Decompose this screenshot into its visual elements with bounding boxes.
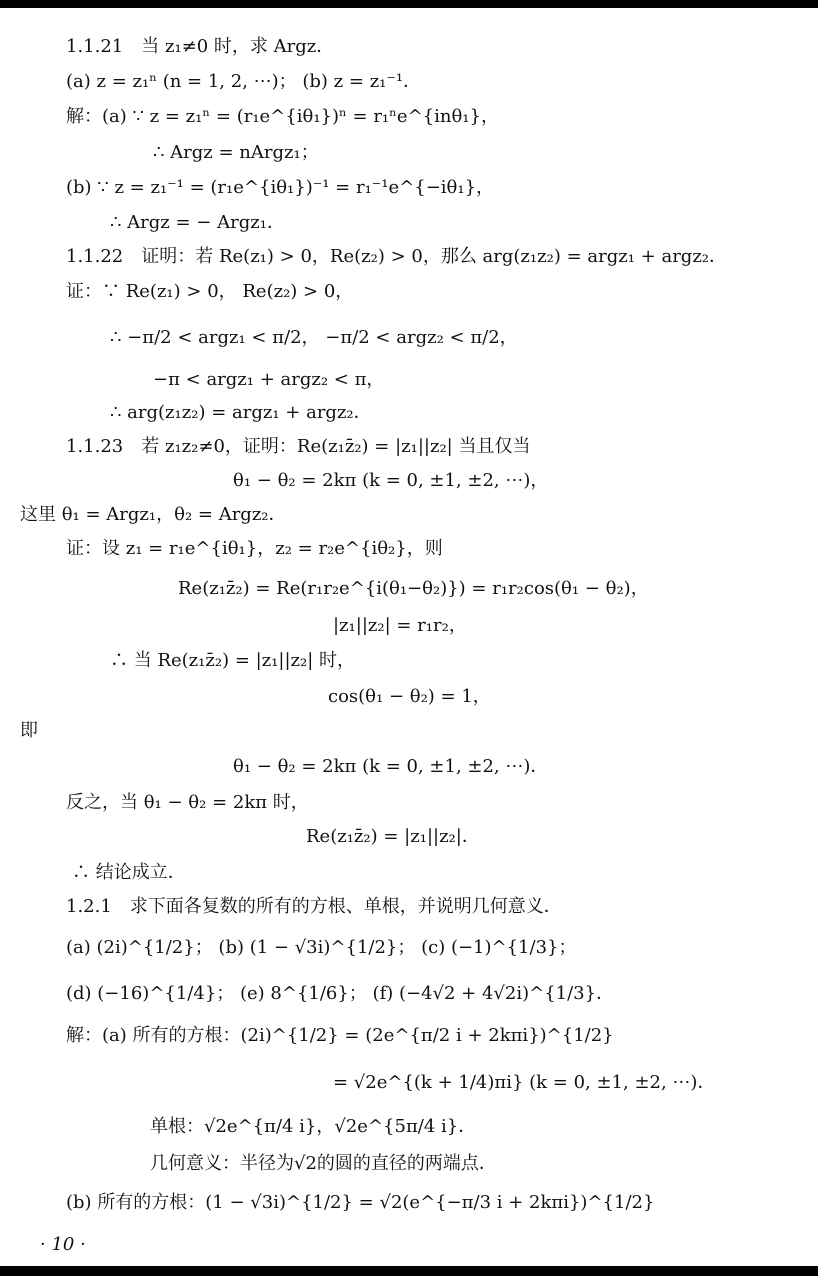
proof-1-1-23-converse: 反之，当 θ₁ − θ₂ = 2kπ 时， (66, 792, 309, 813)
problem-1-2-1-parts-abc: (a) (2i)^{1/2}； (b) (1 − √3i)^{1/2}； (c) (−1)^{1/3}； (66, 937, 577, 958)
problem-1-1-23-condition: θ₁ − θ₂ = 2kπ (k = 0, ±1, ±2, ⋯)， (233, 470, 549, 491)
top-border (0, 0, 818, 8)
proof-1-1-23-modulus: |z₁||z₂| = r₁r₂， (333, 615, 467, 636)
proof-1-1-23-when: ∴ 当 Re(z₁z̄₂) = |z₁||z₂| 时， (110, 650, 355, 671)
solution-1-2-1-a-principal: 单根：√2e^{π/4 i}，√2e^{5π/4 i}． (150, 1116, 477, 1137)
problem-1-1-23: 1.1.23 若 z₁z₂≠0，证明：Re(z₁z̄₂) = |z₁||z₂| 当且仅当 (66, 436, 531, 457)
solution-1-2-1-b: (b) 所有的方根：(1 − √3i)^{1/2} = √2(e^{−π/3 i + 2kπi})^{1/2} (66, 1192, 655, 1213)
problem-1-2-1: 1.2.1 求下面各复数的所有的方根、单根，并说明几何意义． (66, 896, 562, 917)
proof-1-1-23-converse-result: Re(z₁z̄₂) = |z₁||z₂|． (306, 826, 480, 847)
solution-a-result: ∴ Argz = nArgz₁； (153, 142, 319, 163)
problem-1-2-1-parts-def: (d) (−16)^{1/4}； (e) 8^{1/6}； (f) (−4√2 + 4√2i)^{1/3}． (66, 983, 615, 1004)
problem-1-1-21-parts: (a) z = z₁ⁿ (n = 1, 2, ⋯)； (b) z = z₁⁻¹． (66, 71, 422, 92)
proof-1-1-23-theta: θ₁ − θ₂ = 2kπ (k = 0, ±1, ±2, ⋯)． (233, 756, 549, 777)
proof-1-1-23-qed: ∴ 结论成立． (72, 862, 186, 883)
solution-b-result: ∴ Argz = − Argz₁． (110, 212, 285, 233)
solution-a-line: 解：(a) ∵ z = z₁ⁿ = (r₁e^{iθ₁})ⁿ = r₁ⁿe^{inθ₁}， (66, 106, 499, 127)
solution-b-line: (b) ∵ z = z₁⁻¹ = (r₁e^{iθ₁})⁻¹ = r₁⁻¹e^{−iθ₁}， (66, 177, 495, 198)
solution-1-2-1-a-roots: = √2e^{(k + 1/4)πi} (k = 0, ±1, ±2, ⋯)． (333, 1072, 716, 1093)
bottom-border (0, 1266, 818, 1276)
solution-1-2-1-a-geometry: 几何意义：半径为√2的圆的直径的两端点． (150, 1153, 497, 1174)
problem-1-1-21: 1.1.21 当 z₁≠0 时，求 Argz． (66, 36, 335, 57)
proof-1-1-22-conclusion: ∴ arg(z₁z₂) = argz₁ + argz₂． (110, 402, 372, 423)
proof-1-1-22-sum: −π < argz₁ + argz₂ < π， (153, 369, 385, 390)
proof-1-1-23-setup: 证：设 z₁ = r₁e^{iθ₁}，z₂ = r₂e^{iθ₂}，则 (66, 538, 443, 559)
page-number: · 10 · (40, 1234, 86, 1255)
proof-1-1-23-ie: 即 (20, 720, 38, 741)
proof-1-1-22-bounds: ∴ −π/2 < argz₁ < π/2， −π/2 < argz₂ < π/2， (110, 327, 518, 348)
problem-1-1-23-where: 这里 θ₁ = Argz₁，θ₂ = Argz₂． (20, 504, 287, 525)
proof-1-1-23-cos: cos(θ₁ − θ₂) = 1， (328, 686, 491, 707)
proof-1-1-23-real-part: Re(z₁z̄₂) = Re(r₁r₂e^{i(θ₁−θ₂)}) = r₁r₂cos(θ₁ − θ₂)， (178, 578, 649, 599)
problem-1-1-22: 1.1.22 证明：若 Re(z₁) > 0，Re(z₂) > 0，那么 arg(z₁z₂) = argz₁ + argz₂． (66, 246, 728, 267)
solution-1-2-1-a: 解：(a) 所有的方根：(2i)^{1/2} = (2e^{π/2 i + 2kπi})^{1/2} (66, 1025, 614, 1046)
proof-1-1-22-start: 证：∵ Re(z₁) > 0， Re(z₂) > 0， (66, 281, 354, 302)
